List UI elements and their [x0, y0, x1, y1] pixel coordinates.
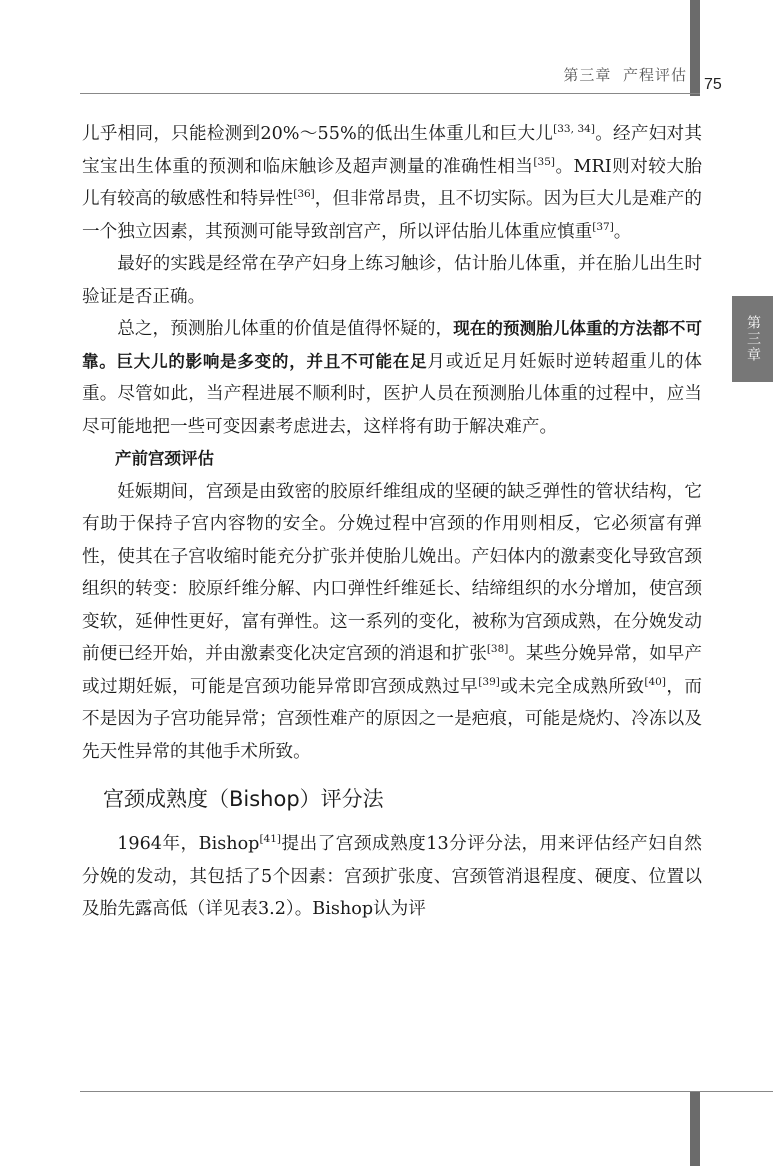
subheading: 产前宫颈评估 — [115, 449, 214, 468]
page-number: 75 — [704, 76, 722, 93]
emphasis-text: 现在的预测胎儿体重的方法都不可靠。巨大儿的影响是多变的，并且不可能在足 — [82, 319, 702, 371]
text-run: 或未完全成熟所致 — [499, 676, 645, 697]
citation: [40] — [644, 675, 666, 688]
section-heading: 宫颈成熟度（Bishop）评分法 — [103, 787, 384, 811]
paragraph-1 — [82, 118, 702, 248]
text-run: 。某些分娩异常，如早产或过期妊娠，可能是宫颈功能异常即宫颈成熟过早 — [82, 644, 702, 697]
citation: [33, 34] — [553, 123, 595, 136]
text-run: 月或近足月妊娠时逆转超重儿的体重。尽管如此，当产程进展不顺利时，医护人员在预测胎儿体重的过程中，应当尽可能地把一些可变因素考虑进去，这样将有助于解决难产。 — [82, 351, 702, 437]
citation: [39] — [478, 675, 500, 688]
text-run: 1964年，Bishop — [117, 834, 260, 854]
header-chapter: 第三章 — [563, 66, 612, 84]
text-run: 儿乎相同，只能检测到20%～55%的低出生体重儿和巨大儿 — [82, 124, 554, 144]
text-run: 总之，预测胎儿体重的价值是值得怀疑的， — [117, 319, 454, 339]
top-edge-bar — [690, 0, 700, 96]
citation: [38] — [486, 643, 509, 656]
chapter-side-tab: 第三章 — [732, 296, 773, 382]
text-run: ，而不是因为子宫功能异常；宫颈性难产的原因之一是疤痕，可能是烧灼、冷冻以及先天性异常的其他手术所致。 — [82, 676, 702, 762]
paragraph-4 — [82, 476, 702, 769]
header-section: 产程评估 — [622, 66, 687, 84]
citation: [37] — [592, 220, 614, 233]
text-run: 。经产妇对其宝宝出生体重的预测和临床触诊及超声测量的准确性相当 — [82, 124, 702, 177]
paragraph-2: 最好的实践是经常在孕产妇身上练习触诊，估计胎儿体重，并在胎儿出生时验证是否正确。 — [82, 254, 702, 307]
citation: [36] — [293, 188, 315, 201]
bottom-edge-bar — [690, 1092, 700, 1166]
footer-rule — [80, 1091, 773, 1092]
paragraph-5 — [82, 828, 702, 926]
body-text — [82, 118, 702, 926]
text-run: 。MRI则对较大胎儿有较高的敏感性和特异性 — [82, 156, 702, 209]
text-run: 提出了宫颈成熟度13分评分法，用来评估经产妇自然分娩的发动，其包括了5个因素：宫颈扩张度、宫颈管消退程度、硬度、位置以及胎先露高低（详见表3.2）。Bishop认为评 — [82, 834, 703, 919]
header-rule — [80, 93, 700, 94]
text-run: 。 — [613, 221, 632, 242]
text-run: 妊娠期间，宫颈是由致密的胶原纤维组成的坚硬的缺乏弹性的管状结构，它有助于保持子宫内容物的安全。分娩过程中宫颈的作用则相反，它必须富有弹性，使其在子宫收缩时能充分扩张并使胎儿娩出。产妇体内的激素变化导致宫颈组织的转变：胶原纤维分解、内口弹性纤维延长、结缔组织的水分增加，使宫颈变软，延伸性更好，富有弹性。这一系列的变化，被称为宫颈成熟，在分娩发动前便已经开始，并由激素变化决定宫颈的消退和扩张 — [82, 481, 702, 664]
citation: [35] — [533, 155, 555, 168]
text-run: ，但非常昂贵，且不切实际。因为巨大儿是难产的一个独立因素，其预测可能导致剖宫产，所以评估胎儿体重应慎重 — [82, 189, 702, 242]
paragraph-3 — [82, 313, 702, 443]
running-header — [563, 64, 687, 85]
citation: [41] — [259, 833, 281, 846]
